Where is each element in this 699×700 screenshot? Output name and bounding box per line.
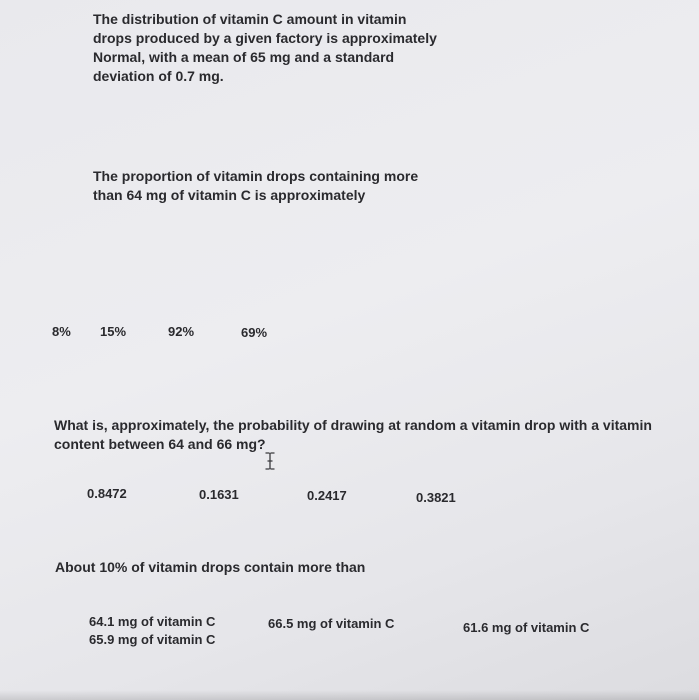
q1-prompt-line: The proportion of vitamin drops containing more <box>93 168 419 184</box>
q2-prompt-line: What is, approximately, the probability of drawing at random a vitamin drop with a vitamin <box>54 417 652 433</box>
screen-bottom-edge <box>0 690 699 700</box>
q1-option-8-percent[interactable]: 8% <box>52 324 71 339</box>
q2-option-0-1631[interactable]: 0.1631 <box>199 487 239 502</box>
q1-stem-line: Normal, with a mean of 65 mg and a standard <box>93 49 395 65</box>
q1-option-69-percent[interactable]: 69% <box>241 325 268 340</box>
q1-prompt-line: than 64 mg of vitamin C is approximately <box>93 187 366 203</box>
q3-option-61-6-mg[interactable]: 61.6 mg of vitamin C <box>463 620 590 635</box>
q1-stem-line: The distribution of vitamin C amount in vitamin <box>93 11 407 27</box>
q1-option-92-percent[interactable]: 92% <box>168 324 195 339</box>
q2-prompt-line: content between 64 and 66 mg? <box>54 436 266 452</box>
q2-option-0-2417[interactable]: 0.2417 <box>307 488 347 503</box>
q1-prompt <box>93 167 418 205</box>
q3-option-65-9-mg[interactable]: 65.9 mg of vitamin C <box>89 632 216 647</box>
q1-stem-line: drops produced by a given factory is approximately <box>93 30 437 46</box>
q3-option-66-5-mg[interactable]: 66.5 mg of vitamin C <box>268 616 395 631</box>
q2-prompt <box>54 416 652 454</box>
q2-option-0-3821[interactable]: 0.3821 <box>416 490 456 505</box>
q1-stem <box>93 10 437 86</box>
q3-prompt: About 10% of vitamin drops contain more than <box>55 559 366 575</box>
i-beam-cursor-icon <box>265 452 275 470</box>
q1-option-15-percent[interactable]: 15% <box>100 324 127 339</box>
q1-stem-line: deviation of 0.7 mg. <box>93 68 224 84</box>
q3-option-64-1-mg[interactable]: 64.1 mg of vitamin C <box>89 614 216 629</box>
q2-option-0-8472[interactable]: 0.8472 <box>87 486 127 501</box>
